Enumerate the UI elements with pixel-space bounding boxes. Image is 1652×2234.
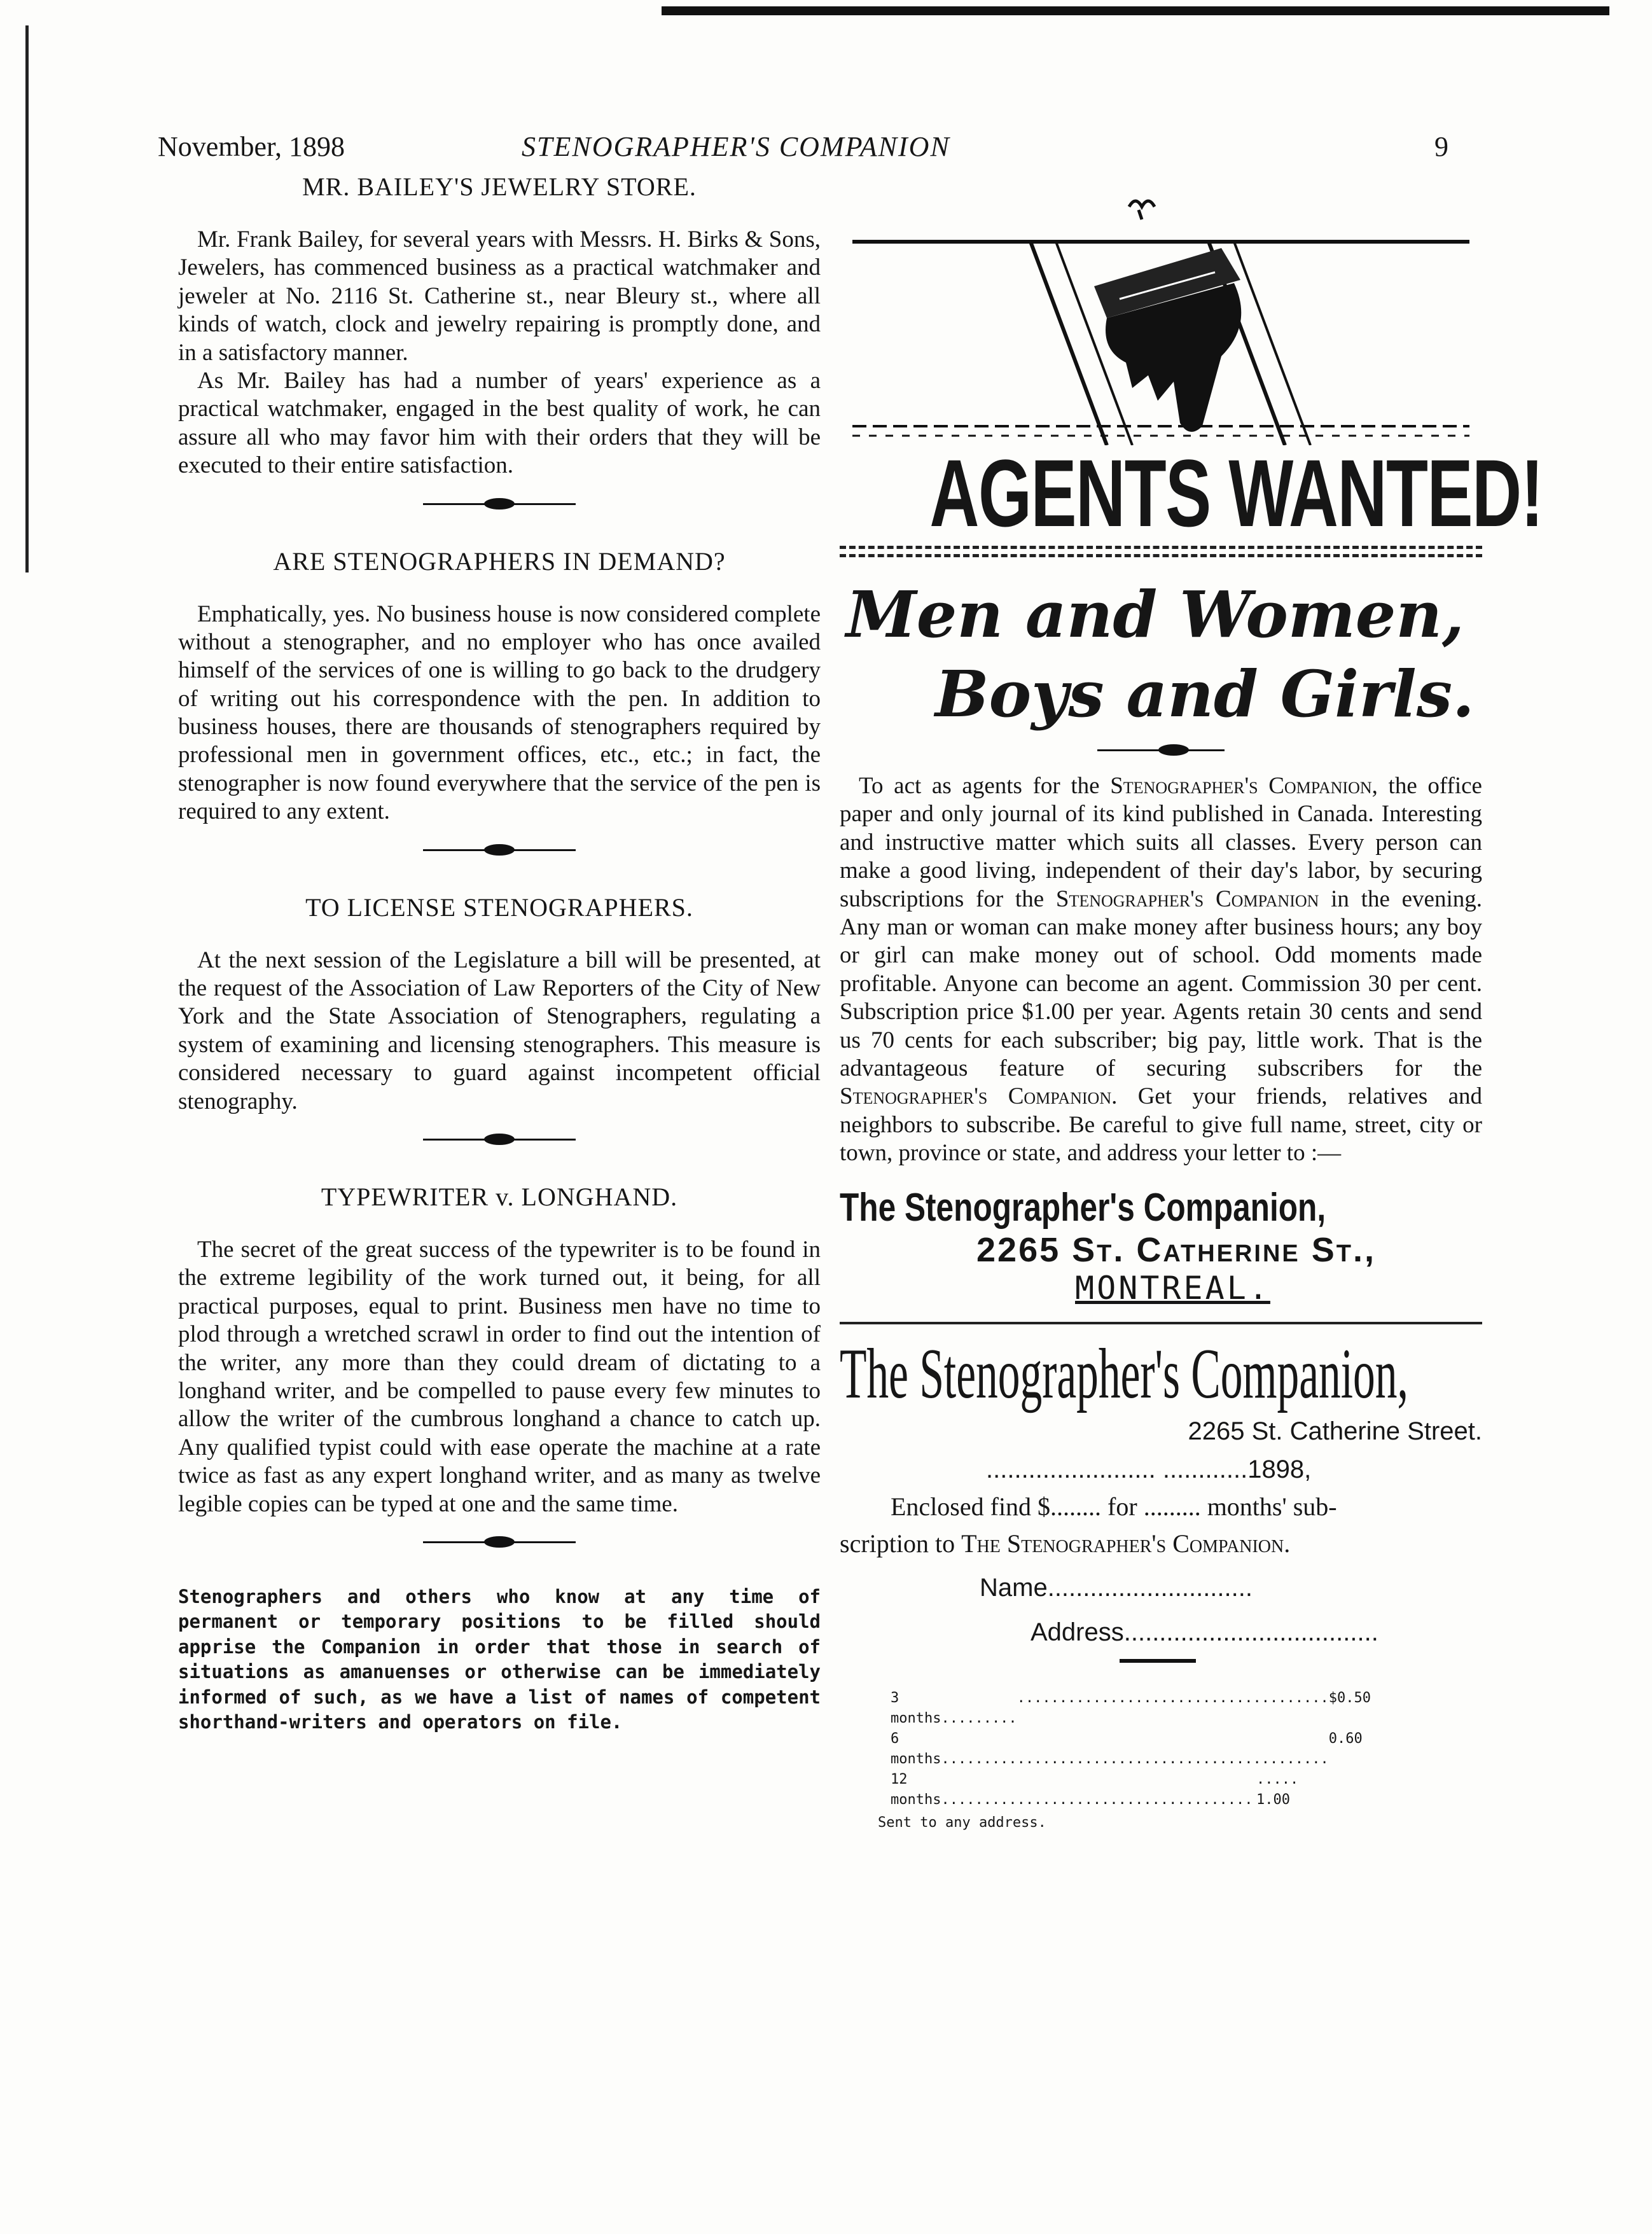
publication-name: Stenographer's Companion	[1110, 773, 1372, 799]
page-number: 9	[1434, 131, 1448, 162]
dashed-rule	[840, 554, 1482, 557]
section-separator	[423, 494, 576, 513]
agents-wanted-headline: AGENTS WANTED!	[929, 440, 1543, 546]
article-typewriter	[178, 1182, 821, 1518]
article-body	[178, 947, 821, 1116]
short-rule	[1120, 1659, 1196, 1663]
body-text: . Get your friends, relatives and neighbors to subscribe. Be careful to give full name, street, city or town, province or state, and address your letter to :—	[840, 1083, 1482, 1167]
article-demand	[178, 546, 821, 826]
notice-text: Stenographers and others who know at any time of permanent or temporary positions to be filled should apprise the Companion in order that those in search of situations as amanuenses or otherwise can be immediately informed of such, as we have a list of names of competent shorthand-writers and operators on file.	[178, 1585, 821, 1733]
article-title: MR. BAILEY'S JEWELRY STORE.	[302, 172, 697, 201]
send-note: Sent to any address.	[878, 1815, 1046, 1831]
form-name-field: Name.............................	[980, 1574, 1253, 1602]
form-scription-line	[840, 1525, 1482, 1562]
header-title: STENOGRAPHER'S COMPANION	[522, 131, 950, 162]
company-name: The Stenographer's Companion,	[840, 1186, 1326, 1230]
article-body	[178, 226, 821, 480]
top-rule	[662, 6, 1609, 15]
form-address-field: Address....................................	[1031, 1618, 1378, 1647]
article-paragraph: The secret of the great success of the typewriter is to be found in the extreme legibility of the work turned out, it being, for all practical purposes, equal to print. Business men have no time to plod through a wretched scrawl in order to find out the intention of the writer, any more than they could dream of dictating to a longhand writer, and be compelled to pause every few minutes to allow the writer of the cumbrous longhand a chance to catch up. Any qualified typist could with ease operate the machine at a rate twice as fast as any expert longhand writer, and as many as twelve legible copies can be typed at one and the same time.	[178, 1236, 821, 1517]
header-date: November, 1898	[158, 131, 345, 162]
article-title: TO LICENSE STENOGRAPHERS.	[305, 892, 693, 922]
article-body	[178, 1236, 821, 1518]
form-enclosed-line: Enclosed find $........ for ......... months' sub-	[891, 1492, 1337, 1522]
company-address: 2265 St. Catherine St.,	[976, 1231, 1377, 1270]
article-license	[178, 892, 821, 1116]
script-heading-line1: Men and Women,	[846, 577, 1464, 652]
rate-row	[891, 1729, 1363, 1770]
company-city: MONTREAL.	[1075, 1270, 1270, 1307]
rate-term: 6 months..............................................	[891, 1730, 1329, 1767]
publication-name: Stenographer's Companion	[1055, 885, 1319, 912]
rate-price: 0.60	[1328, 1730, 1363, 1747]
section-separator	[1097, 740, 1225, 760]
script-heading-line2: Boys and Girls.	[935, 656, 1475, 732]
rate-term: 12 months.....................................	[891, 1771, 1253, 1808]
left-column	[178, 172, 821, 1735]
article-paragraph: At the next session of the Legislature a bill will be presented, at the request of the Association of Law Reporters of the City of New York and the State Association of Stenographers, regulating a system of examining and licensing stenographers. This measure is considered necessary to guard against incompetent official stenography.	[178, 947, 821, 1114]
form-company-name: The Stenographer's Companion,	[840, 1335, 1408, 1414]
subscription-form	[840, 1337, 1482, 1831]
body-text: To act as agents for the	[859, 773, 1111, 799]
article-paragraph: Emphatically, yes. No business house is now considered complete without a stenographer, and no employer who has once availed himself of the services of one is willing to go back to the drudgery of writing out his correspondence with the pen. In addition to business houses, there are thousands of stenographers required by professional men in government offices, etc., etc.; in fact, the stenographer is now found everywhere that the service of the pen is required to any extent.	[178, 600, 821, 825]
article-jewelry	[178, 172, 821, 480]
article-title: ARE STENOGRAPHERS IN DEMAND?	[273, 546, 726, 576]
pointing-hand-illustration	[840, 191, 1482, 445]
left-margin-rule	[25, 25, 29, 572]
form-street: 2265 St. Catherine Street.	[1188, 1417, 1482, 1446]
form-date-line: ........................ ............1898,	[986, 1455, 1312, 1484]
form-text: scription to	[840, 1529, 962, 1558]
section-separator	[423, 1532, 576, 1551]
agents-body	[840, 772, 1482, 1167]
horizontal-rule	[840, 1322, 1482, 1324]
article-body	[178, 600, 821, 826]
section-separator	[423, 1130, 576, 1149]
pointing-hand-icon	[840, 191, 1482, 445]
rate-term: 3 months.........	[891, 1690, 1017, 1726]
publication-name: The Stenographer's Companion.	[961, 1529, 1291, 1558]
rate-price: ..... 1.00	[1256, 1771, 1299, 1808]
rates-table	[891, 1688, 1371, 1810]
body-text: , the office paper and only journal of its kind published in Canada. Interesting and instructive matter which suits all classes. Every person can make a good living, independent of their day's labor, by securing subscriptions for the	[840, 773, 1482, 912]
rate-price: .....................................$0.50	[1017, 1690, 1371, 1707]
rate-row	[891, 1688, 1371, 1729]
section-separator	[423, 840, 576, 859]
article-paragraph: As Mr. Bailey has had a number of years' experience as a practical watchmaker, engaged in the best quality of work, he can assure all who may favor him with their orders that they will be executed to their entire satisfaction.	[178, 367, 821, 479]
right-column	[840, 191, 1543, 1831]
publication-name: Stenographer's Companion	[840, 1083, 1112, 1110]
rate-row	[891, 1770, 1336, 1810]
article-paragraph: Mr. Frank Bailey, for several years with Messrs. H. Birks & Sons, Jewelers, has commenced business as a practical watchmaker and jeweler at No. 2116 St. Catherine st., near Bleury st., where all kinds of watch, clock and jewelry repairing is promptly done, and in a satisfactory manner.	[178, 226, 821, 366]
agents-paragraph	[840, 772, 1482, 1167]
body-text: in the evening. Any man or woman can make money after business hours; any boy or girl can make money out of school. Odd moments made profitable. Anyone can become an agent. Commission 30 per cent. Subscription price $1.00 per year. Agents retain 30 cents and send us 70 cents for each subscriber; big pay, little work. That is the advantageous feature of securing subscribers for the	[840, 885, 1482, 1081]
article-title: TYPEWRITER v. LONGHAND.	[321, 1182, 678, 1211]
